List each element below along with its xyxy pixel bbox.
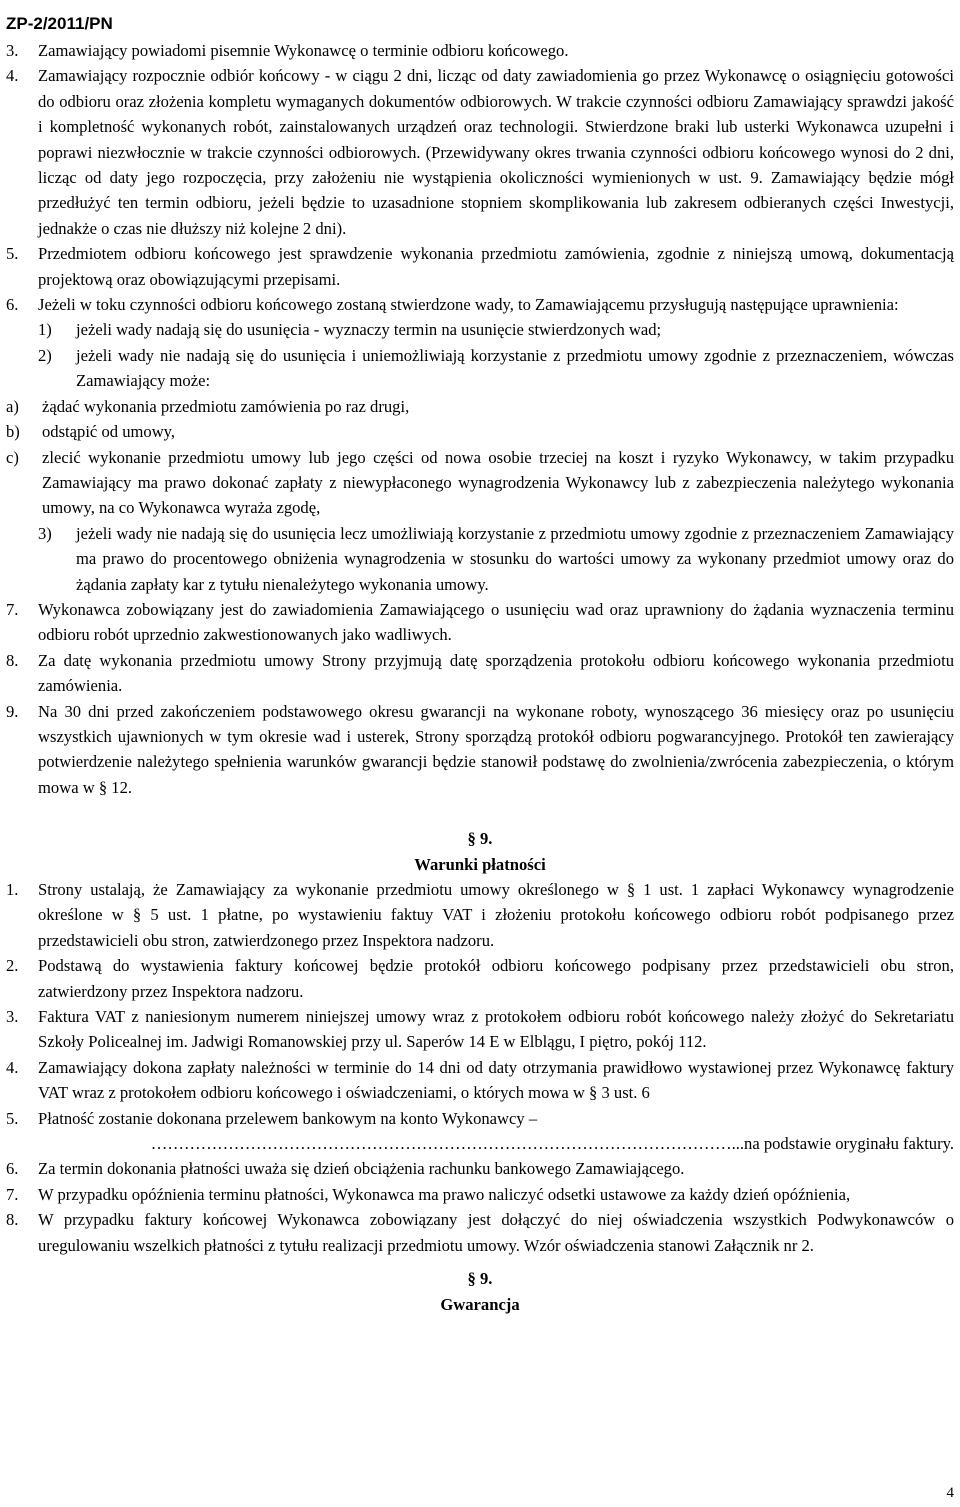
paragraph-6-point-b: b) odstąpić od umowy, [6, 422, 176, 442]
payment-item-8: 8. W przypadku faktury końcowej Wykonawca zobowiązany jest dołączyć do niej oświadczenia wszystkich Podwykonawców o uregulowaniu wszelkich płatności z tytułu realizacji przedmiotu umowy. Wzór oświadczenia stanowi Załącznik nr 2. [6, 1210, 954, 1255]
payment-item-4: 4. Zamawiający dokona zapłaty należności w terminie do 14 dni od daty otrzymania prawidłowo wystawionej przez Wykonawcę faktury VAT wraz z protokołem odbioru końcowego i oświadczeniami, o których mowa w § 3 ust. 6 [6, 1057, 954, 1103]
section-number: § 9. [467, 829, 493, 849]
bank-account-placeholder: ……………………………………………………………………………………………...na podstawie oryginału faktury. [150, 1134, 954, 1154]
section-title: Warunki płatności [414, 854, 546, 874]
next-section-number: § 9. [467, 1269, 493, 1289]
paragraph-3: 3. Zamawiający powiadomi pisemnie Wykonawcę o terminie odbioru końcowego. [6, 41, 569, 60]
payment-item-7: 7. W przypadku opóźnienia terminu płatności, Wykonawca ma prawo naliczyć odsetki ustawowe za każdy dzień opóźnienia, [6, 1184, 851, 1204]
payment-item-1: 1. Strony ustalają, że Zamawiający za wykonanie przedmiotu umowy określonego w § 1 ust. 1 zapłaci Wykonawcy wynagrodzenie określone w § 5 ust. 1 płatne, po wystawieniu faktuy VAT i złożeniu protokołu końcowego odbioru robót podpisanego przez przedstawicieli obu stron, zatwierdzonego przez Inspektora nadzoru. [6, 880, 954, 950]
document-reference: ZP-2/2011/PN [6, 14, 113, 33]
paragraph-6-point-2: 2) jeżeli wady nie nadają się do usunięcia i uniemożliwiają korzystanie z przedmiotu umowy zgodnie z przeznaczeniem, wówczas Zamawiający może: [38, 345, 954, 391]
paragraph-5: 5. Przedmiotem odbioru końcowego jest sprawdzenie wykonania przedmiotu zamówienia, zgodnie z niniejszą umową, dokumentacją projektową oraz obowiązującymi przepisami. [6, 244, 954, 289]
payment-item-3: 3. Faktura VAT z naniesionym numerem niniejszej umowy wraz z protokołem odbioru robót końcowego należy złożyć do Sekretariatu Szkoły Policealnej im. Jadwigi Romanowskiej przy ul. Saperów 14 E w Elblągu, I piętro, pokój 112. [6, 1007, 954, 1052]
paragraph-9: 9. Na 30 dni przed zakończeniem podstawowego okresu gwarancji na wykonane roboty, wynoszącego 36 miesięcy oraz po usunięciu wszystkich ujawnionych w tym okresie wad i usterek, Strony sporządzą protokół odbioru pogwarancyjnego. Protokół ten zawierający potwierdzenie należytego spełnienia warunków gwarancji będzie stanowił podstawę do zwolnienia/zwrócenia zabezpieczenia, o którym mowa w § 12. [6, 701, 954, 797]
paragraph-6-point-a: a) żądać wykonania przedmiotu zamówienia po raz drugi, [6, 396, 410, 416]
page-content [6, 38, 954, 1317]
paragraph-6-point-3: 3) jeżeli wady nie nadają się do usunięcia lecz umożliwiają korzystanie z przedmiotu umowy zgodnie z przeznaczeniem Zamawiający ma prawo do procentowego obniżenia wynagrodzenia w stosunku do wartości umowy za wykonany przedmiot umowy oraz do żądania zapłaty kar z tytułu nienależytego wykonania umowy. [38, 523, 954, 594]
paragraph-6-point-1: 1) jeżeli wady nadają się do usunięcia - wyznaczy termin na usunięcie stwierdzonych wad; [38, 320, 662, 340]
paragraph-6-point-c: c) zlecić wykonanie przedmiotu umowy lub jego części od nowa osobie trzeciej na koszt i ryzyko Wykonawcy, w takim przypadku Zamawiający ma prawo dokonać zapłaty z niewypłaconego wynagrodzenia Wykonawcy lub z zabezpieczenia należytego wykonania umowy, na co Wykonawca wyraża zgodę, [6, 447, 954, 518]
payment-item-6: 6. Za termin dokonania płatności uważa się dzień obciążenia rachunku bankowego Zamawiającego. [6, 1159, 685, 1179]
section-acceptance [6, 38, 954, 800]
paragraph-7: 7. Wykonawca zobowiązany jest do zawiadomienia Zamawiającego o usunięciu wad oraz uprawniony do żądania wyznaczenia terminu odbioru robót uprzednio zakwestionowanych jako wadliwych. [6, 599, 954, 645]
page-number: 4 [946, 1485, 954, 1501]
payment-item-5: 5. Płatność zostanie dokonana przelewem bankowym na konto Wykonawcy – [6, 1108, 538, 1128]
payment-item-2: 2. Podstawą do wystawienia faktury końcowej będzie protokół odbioru końcowego podpisany przez przedstawicieli obu stron, zatwierdzony przez Inspektora nadzoru. [6, 956, 954, 1001]
next-section-title: Gwarancja [440, 1294, 520, 1314]
paragraph-6: 6. Jeżeli w toku czynności odbioru końcowego zostaną stwierdzone wady, to Zamawiającemu przysługują następujące uprawnienia: [6, 295, 899, 315]
section-payment-terms [6, 877, 954, 1258]
paragraph-8: 8. Za datę wykonania przedmiotu umowy Strony przyjmują datę sporządzenia protokołu odbioru końcowego wykonania przedmiotu zamówienia. [6, 650, 954, 696]
paragraph-4: 4. Zamawiający rozpocznie odbiór końcowy - w ciągu 2 dni, licząc od daty zawiadomienia go przez Wykonawcę o osiągnięciu gotowości do odbioru oraz złożenia kompletu wymaganych dokumentów odbiorowych. W trakcie czynności odbioru Zamawiający sprawdzi jakość i kompletność wykonanych robót, zainstalowanych urządzeń oraz technologii. Stwierdzone braki lub usterki Wykonawca uzupełni i poprawi niezwłocznie w trakcie czynności odbiorowych. (Przewidywany okres trwania czynności odbioru końcowego wynosi do 2 dni, licząc od daty jego rozpoczęcia, przy założeniu nie wystąpienia okoliczności wymienionych w ust. 9. Zamawiający będzie mógł przedłużyć ten termin odbioru, jeżeli będzie to uzasadnione stopniem skomplikowania lub zakresem odbieranych części Inwestycji, jednakże o czas nie dłuższy niż kolejne 2 dni). [6, 66, 954, 238]
